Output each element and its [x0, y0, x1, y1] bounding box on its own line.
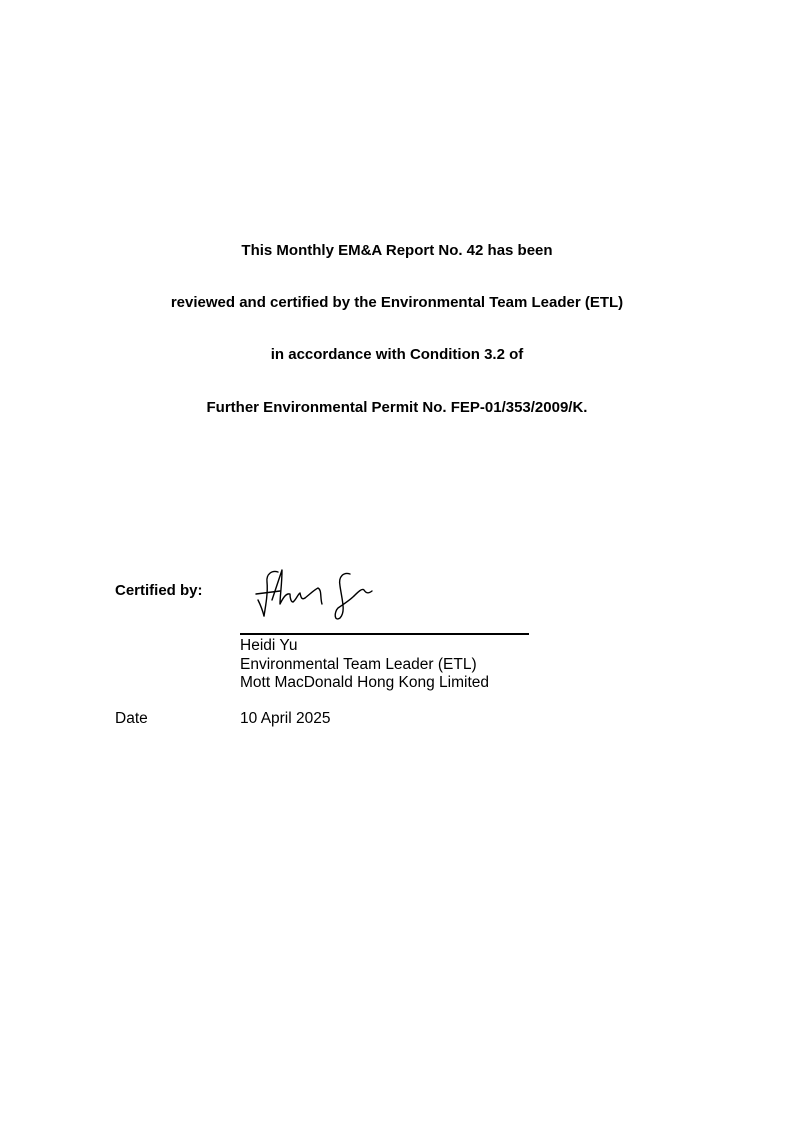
statement-line-3: in accordance with Condition 3.2 of — [270, 346, 524, 363]
signer-details — [240, 637, 489, 693]
signer-title: Environmental Team Leader (ETL) — [240, 655, 477, 673]
signature-line — [240, 633, 529, 635]
signer-company: Mott MacDonald Hong Kong Limited — [240, 674, 489, 691]
date-label: Date — [115, 710, 148, 727]
signer-name: Heidi Yu — [240, 637, 298, 654]
statement-line-2: reviewed and certified by the Environmental Team Leader (ETL) — [170, 294, 624, 311]
certified-by-label: Certified by: — [115, 582, 203, 599]
statement-line-1: This Monthly EM&A Report No. 42 has been — [241, 242, 553, 259]
signature-icon — [250, 560, 390, 630]
date-value: 10 April 2025 — [240, 710, 331, 727]
statement-line-4: Further Environmental Permit No. FEP-01/353/2009/K. — [206, 399, 588, 416]
